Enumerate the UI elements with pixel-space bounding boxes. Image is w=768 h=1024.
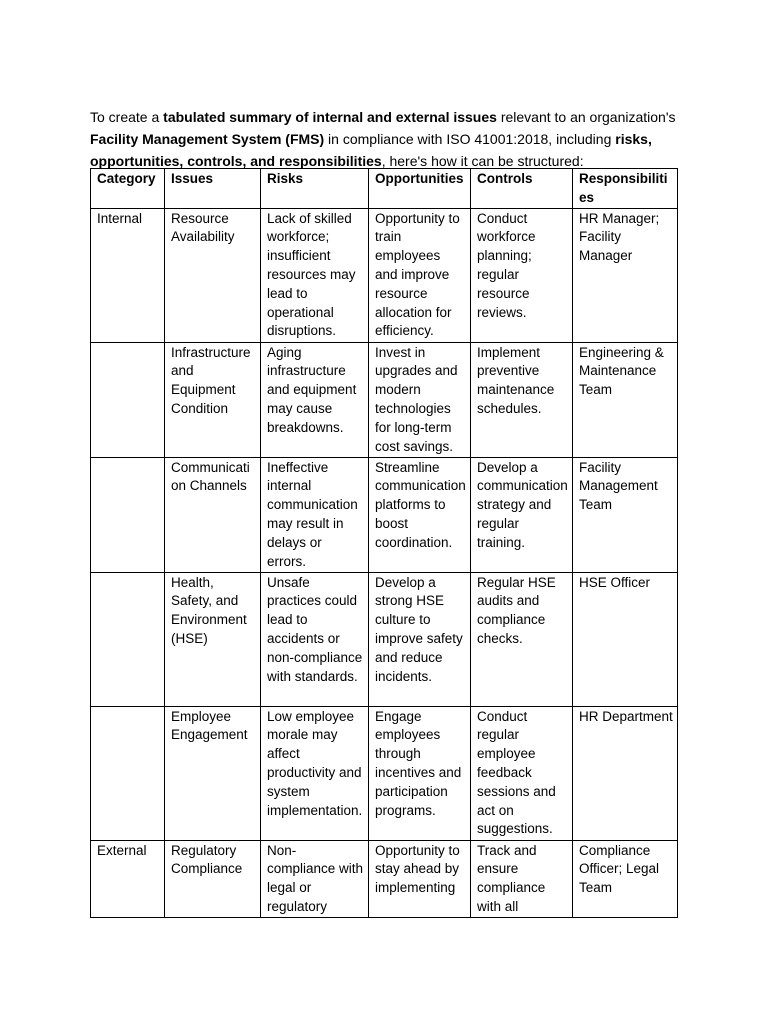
cell-opportunity: Engage employees through incentives and participation programs. bbox=[369, 706, 471, 840]
cell-category bbox=[91, 457, 165, 572]
intro-bold-3: risks, opportunities, controls, and responsibilities bbox=[90, 131, 652, 169]
intro-bold-2: Facility Management System (FMS) bbox=[90, 131, 325, 147]
table-row bbox=[91, 457, 678, 572]
header-controls: Controls bbox=[471, 169, 573, 209]
cell-issue: Infrastructure and Equipment Condition bbox=[165, 342, 261, 457]
cell-control: Implement preventive maintenance schedules. bbox=[471, 342, 573, 457]
cell-control: Conduct workforce planning; regular resource reviews. bbox=[471, 208, 573, 342]
intro-bold-1: tabulated summary of internal and external issues bbox=[163, 109, 497, 125]
cell-control: Develop a communication strategy and regular training. bbox=[471, 457, 573, 572]
cell-category bbox=[91, 342, 165, 457]
table-row bbox=[91, 342, 678, 457]
cell-category bbox=[91, 572, 165, 706]
intro-text-4: , here's how it can be structured: bbox=[381, 153, 584, 169]
table-row bbox=[91, 840, 678, 917]
cell-opportunity: Opportunity to stay ahead by implementing bbox=[369, 840, 471, 917]
cell-risk: Ineffective internal communication may result in delays or errors. bbox=[261, 457, 369, 572]
table-row bbox=[91, 706, 678, 840]
cell-opportunity: Opportunity to train employees and improve resource allocation for efficiency. bbox=[369, 208, 471, 342]
header-category: Category bbox=[91, 169, 165, 209]
cell-responsibility: HSE Officer bbox=[573, 572, 678, 706]
table-header-row bbox=[91, 169, 678, 209]
cell-responsibility: HR Department bbox=[573, 706, 678, 840]
cell-issue: Employee Engagement bbox=[165, 706, 261, 840]
intro-text-3: in compliance with ISO 41001:2018, including bbox=[324, 131, 616, 147]
cell-issue: Regulatory Compliance bbox=[165, 840, 261, 917]
table-row bbox=[91, 208, 678, 342]
header-issues: Issues bbox=[165, 169, 261, 209]
cell-category: Internal bbox=[91, 208, 165, 342]
cell-category bbox=[91, 706, 165, 840]
cell-issue: Resource Availability bbox=[165, 208, 261, 342]
cell-control: Conduct regular employee feedback sessions and act on suggestions. bbox=[471, 706, 573, 840]
cell-risk: Unsafe practices could lead to accidents or non-compliance with standards. bbox=[261, 572, 369, 706]
cell-opportunity: Invest in upgrades and modern technologies for long-term cost savings. bbox=[369, 342, 471, 457]
cell-responsibility: Compliance Officer; Legal Team bbox=[573, 840, 678, 917]
cell-opportunity: Develop a strong HSE culture to improve safety and reduce incidents. bbox=[369, 572, 471, 706]
intro-text-2: relevant to an organization's bbox=[496, 109, 676, 125]
cell-issue: Health, Safety, and Environment (HSE) bbox=[165, 572, 261, 706]
cell-responsibility: Facility Management Team bbox=[573, 457, 678, 572]
cell-risk: Aging infrastructure and equipment may cause breakdowns. bbox=[261, 342, 369, 457]
intro-paragraph bbox=[90, 106, 690, 172]
cell-responsibility: Engineering & Maintenance Team bbox=[573, 342, 678, 457]
cell-risk: Non-compliance with legal or regulatory bbox=[261, 840, 369, 917]
fms-issues-table bbox=[90, 168, 678, 918]
intro-text-1: To create a bbox=[90, 109, 164, 125]
header-responsibilities: Responsibilities bbox=[573, 169, 678, 209]
header-risks: Risks bbox=[261, 169, 369, 209]
header-opportunities: Opportunities bbox=[369, 169, 471, 209]
cell-control: Regular HSE audits and compliance checks. bbox=[471, 572, 573, 706]
cell-control: Track and ensure compliance with all bbox=[471, 840, 573, 917]
cell-opportunity: Streamline communication platforms to boost coordination. bbox=[369, 457, 471, 572]
table-row bbox=[91, 572, 678, 706]
cell-risk: Low employee morale may affect productivity and system implementation. bbox=[261, 706, 369, 840]
cell-issue: Communication Channels bbox=[165, 457, 261, 572]
cell-responsibility: HR Manager; Facility Manager bbox=[573, 208, 678, 342]
cell-category: External bbox=[91, 840, 165, 917]
cell-risk: Lack of skilled workforce; insufficient resources may lead to operational disruptions. bbox=[261, 208, 369, 342]
